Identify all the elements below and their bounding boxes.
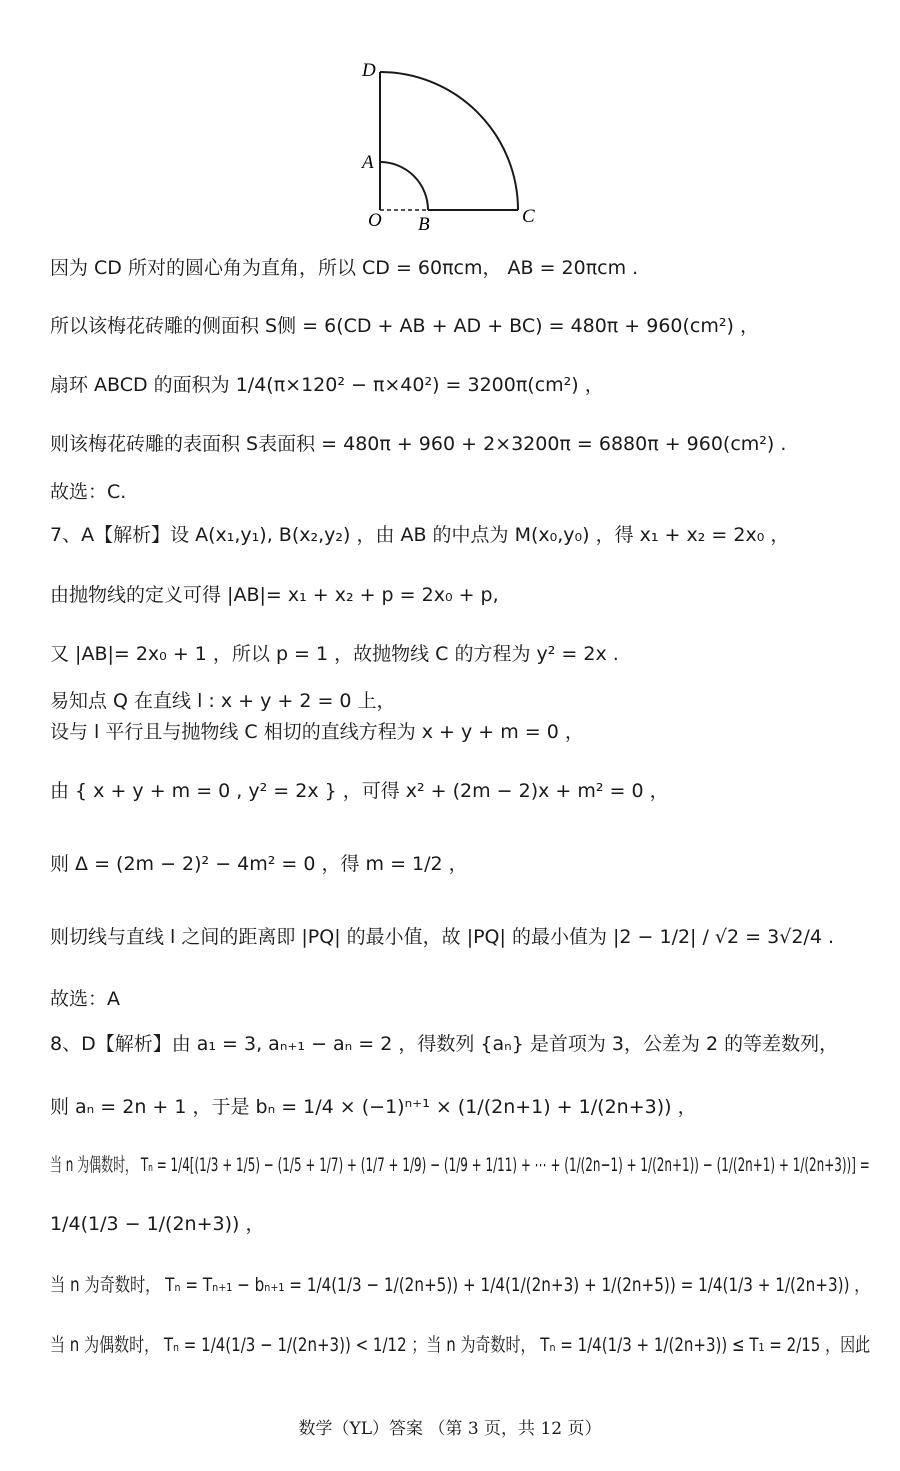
text-line-8f: 当 n 为偶数时， Tₙ = 1/4(1/3 − 1/(2n+3)) < 1/12 ；当 n 为奇数时， Tₙ = 1/4(1/3 + 1/(2n+3)) ≤ T₁ = 2/15 ，因此 [50,1334,871,1356]
text-line-1: 因为 CD 所对的圆心角为直角，所以 CD = 60πcm， AB = 20πcm . [50,257,639,279]
question-8-header: 8、D【解析】由 a₁ = 3, aₙ₊₁ − aₙ = 2 ，得数列 {aₙ} 是首项为 3，公差为 2 的等差数列， [50,1033,839,1055]
text-line-8b: 则 aₙ = 2n + 1 ，于是 bₙ = 1/4 × (−1)ⁿ⁺¹ × (1/(2n+1) + 1/(2n+3)) ， [50,1096,697,1118]
text-line-7e: 设与 l 平行且与抛物线 C 相切的直线方程为 x + y + m = 0 ， [50,721,584,743]
label-B: B [418,214,430,235]
label-A: A [362,152,374,173]
text-line-7f: 由 { x + y + m = 0 , y² = 2x } ，可得 x² + (2m − 2)x + m² = 0 ， [50,780,669,802]
text-line-7h: 则切线与直线 l 之间的距离即 |PQ| 的最小值，故 |PQ| 的最小值为 |2 − 1/2| / √2 = 3√2/4 . [50,926,834,948]
answer-line-6: 故选：C. [50,481,127,503]
arc-AB [380,162,428,210]
text-line-7b: 由抛物线的定义可得 |AB|= x₁ + x₂ + p = 2x₀ + p, [50,584,499,606]
text-line-8c: 当 n 为偶数时， Tₙ = 1/4[(1/3 + 1/5) − (1/5 + 1/7) + (1/7 + 1/9) − (1/9 + 1/11) + ⋯ + (1/(2n−1) + 1/(2n+1)) − (1/(2n+1) + 1/(2n+3))] = [50,1154,870,1176]
text-line-8e: 当 n 为奇数时， Tₙ = Tₙ₊₁ − bₙ₊₁ = 1/4(1/3 − 1/(2n+5)) + 1/4(1/(2n+3) + 1/(2n+5)) = 1/4(1/3 + 1/(2n+3)) ， [50,1274,870,1296]
text-line-7c: 又 |AB|= 2x₀ + 1 ，所以 p = 1 ，故抛物线 C 的方程为 y² = 2x . [50,643,619,665]
text-line-8d: 1/4(1/3 − 1/(2n+3)) ， [50,1213,265,1235]
label-D: D [362,60,376,81]
text-line-7g: 则 Δ = (2m − 2)² − 4m² = 0 ，得 m = 1/2 ， [50,853,468,875]
text-line-3: 扇环 ABCD 的面积为 1/4(π×120² − π×40²) = 3200π(cm²) ， [50,374,604,396]
text-line-7d: 易知点 Q 在直线 l : x + y + 2 = 0 上， [50,690,396,712]
page-footer: 数学（YL）答案 （第 3 页，共 12 页） [298,1419,602,1439]
label-C: C [522,206,535,227]
text-line-4: 则该梅花砖雕的表面积 S表面积 = 480π + 960 + 2×3200π = 6880π + 960(cm²) . [50,433,787,455]
arc-DC [380,72,518,210]
answer-line-7: 故选：A [50,988,120,1010]
text-line-2: 所以该梅花砖雕的侧面积 S侧 = 6(CD + AB + AD + BC) = 480π + 960(cm²) ， [50,315,759,337]
annulus-diagram [350,50,570,240]
question-7-header: 7、A【解析】设 A(x₁,y₁), B(x₂,y₂) ，由 AB 的中点为 M(x₀,y₀) ，得 x₁ + x₂ = 2x₀ ， [50,524,790,546]
sector-annulus-figure [350,50,570,240]
label-O: O [368,210,382,231]
